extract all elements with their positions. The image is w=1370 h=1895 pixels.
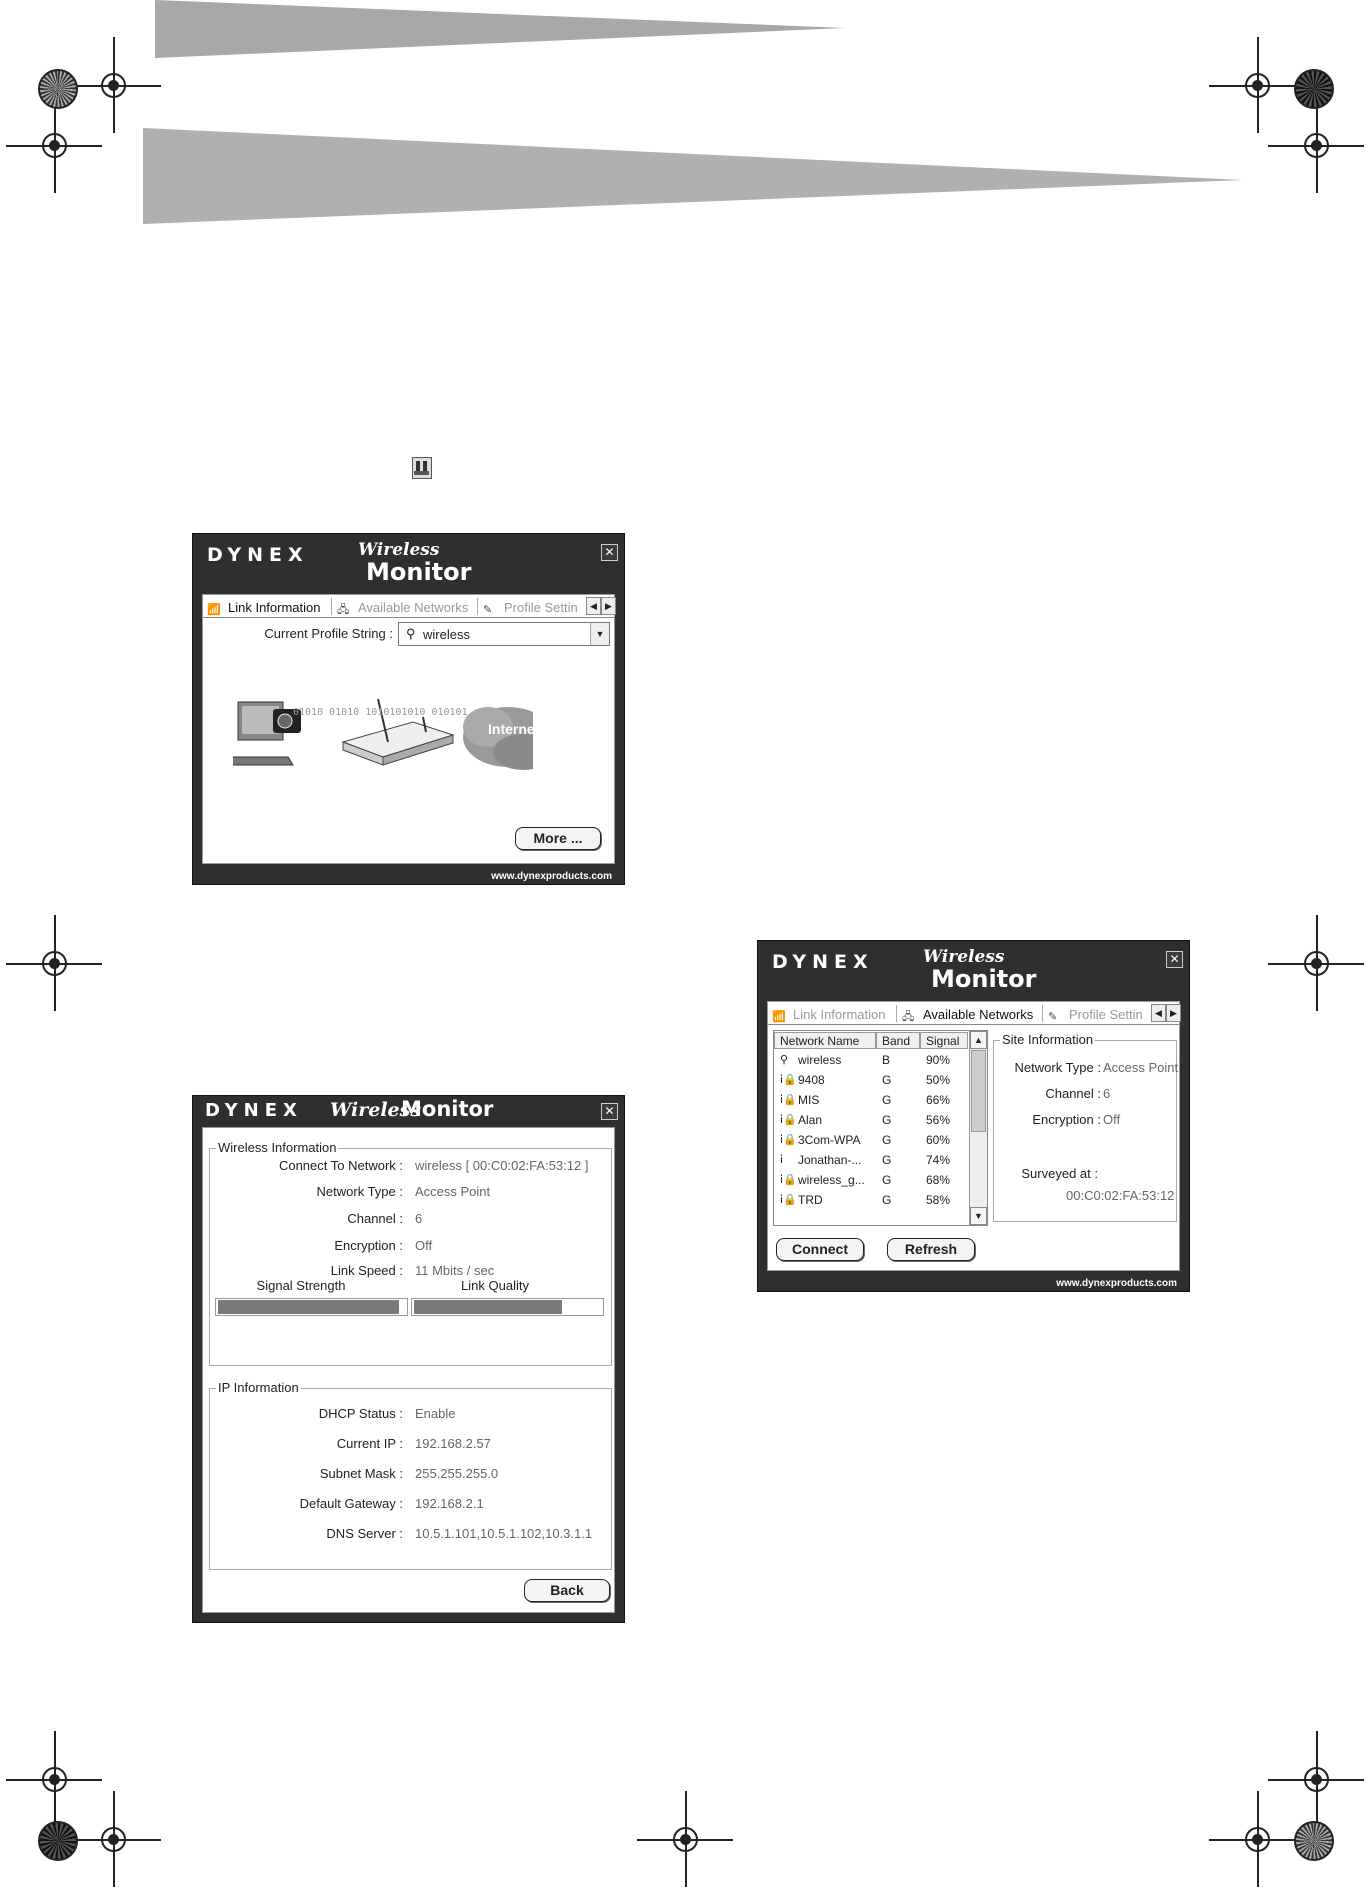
tab-label: Available Networks	[923, 1007, 1034, 1022]
signal-strength-fill	[218, 1300, 399, 1314]
profile-select[interactable]	[398, 622, 610, 646]
scroll-down-icon[interactable]: ▼	[970, 1207, 987, 1225]
network-signal: 60%	[926, 1133, 951, 1147]
dynex-logo: DYNEX	[205, 1100, 303, 1121]
network-name: TRD	[798, 1193, 823, 1207]
network-list[interactable]	[773, 1030, 988, 1226]
field-value: Enable	[415, 1406, 456, 1421]
link-quality-fill	[414, 1300, 562, 1314]
tab-link-information[interactable]	[207, 598, 321, 617]
network-name: MIS	[798, 1093, 820, 1107]
network-row[interactable]	[774, 1171, 969, 1190]
field-label: Network Type :	[316, 1184, 403, 1199]
title-monitor: Monitor	[931, 965, 1037, 993]
network-row[interactable]	[774, 1191, 969, 1210]
tab-label: Available Networks	[358, 600, 469, 615]
field-label: Subnet Mask :	[319, 1466, 403, 1481]
more-button[interactable]: More ...	[515, 827, 601, 850]
network-row[interactable]	[774, 1051, 969, 1070]
antenna-icon: 📶	[772, 1010, 786, 1023]
color-bar-mark	[38, 69, 78, 109]
field-label: Default Gateway :	[299, 1496, 403, 1511]
network-band: G	[882, 1133, 892, 1147]
wireless-monitor-window-details	[192, 1095, 625, 1623]
network-name: wireless	[798, 1053, 842, 1067]
tray-router-icon	[412, 457, 432, 479]
signal-strength-meter	[215, 1298, 408, 1316]
tab-scroll-right-icon[interactable]: ▶	[1166, 1004, 1181, 1022]
field-value: wireless [ 00:C0:02:FA:53:12 ]	[415, 1158, 589, 1173]
network-band: G	[882, 1093, 892, 1107]
network-signal: 50%	[926, 1073, 951, 1087]
close-icon[interactable]: ✕	[601, 544, 618, 561]
field-value: 10.5.1.101,10.5.1.102,10.3.1.1	[415, 1526, 593, 1541]
network-band: G	[882, 1073, 892, 1087]
network-name: wireless_g...	[798, 1173, 865, 1187]
network-signal: 68%	[926, 1173, 951, 1187]
link-info-panel	[202, 594, 615, 864]
tab-profile-settings[interactable]	[1048, 1005, 1143, 1024]
site-info-legend: Site Information	[1002, 1032, 1094, 1047]
color-bar-mark	[1294, 69, 1334, 109]
field-value: 192.168.2.1	[415, 1496, 484, 1511]
network-name: Jonathan-...	[798, 1153, 862, 1167]
ip-info-legend: IP Information	[218, 1380, 299, 1395]
network-band: G	[882, 1173, 892, 1187]
locked-network-icon: ⅰ🔒	[780, 1194, 797, 1206]
connection-illustration	[233, 687, 540, 797]
network-signal: 56%	[926, 1113, 951, 1127]
chevron-down-icon[interactable]: ▼	[590, 623, 609, 645]
tab-label: Link Information	[793, 1007, 886, 1022]
field-label: DHCP Status :	[318, 1406, 403, 1421]
network-band: G	[882, 1113, 892, 1127]
title-wireless: Wireless	[923, 947, 1005, 967]
locked-network-icon: ⅰ🔒	[780, 1134, 797, 1146]
link-quality-label: Link Quality	[461, 1278, 529, 1293]
tab-label: Profile Settin	[504, 600, 578, 615]
locked-network-icon: ⅰ🔒	[780, 1114, 797, 1126]
wireless-monitor-window-networks	[757, 940, 1190, 1292]
field-value: Access Point	[415, 1184, 491, 1199]
header-band-main	[143, 128, 1243, 226]
network-icon: 🖧	[902, 1010, 915, 1023]
tab-profile-settings[interactable]	[483, 598, 578, 617]
field-value: 6	[415, 1211, 423, 1226]
site-field-label: Network Type :	[1014, 1060, 1101, 1075]
profile-value: wireless	[423, 627, 470, 642]
tab-divider	[896, 1005, 897, 1022]
field-label: Encryption :	[334, 1238, 403, 1253]
color-bar-mark	[1294, 1821, 1334, 1861]
open-network-icon: ⅰ	[780, 1154, 784, 1166]
field-label: Connect To Network :	[278, 1158, 403, 1173]
site-field-label: Encryption :	[1032, 1112, 1101, 1127]
column-band[interactable]: Band	[876, 1032, 920, 1049]
network-band: G	[882, 1153, 892, 1167]
tab-scroll-left-icon[interactable]: ◀	[586, 597, 601, 615]
internet-label: Internet	[488, 721, 540, 737]
pencil-icon: ✎	[483, 603, 493, 616]
profile-icon: ⚲	[406, 626, 416, 641]
network-signal: 58%	[926, 1193, 951, 1207]
back-button[interactable]: Back	[524, 1579, 610, 1602]
profile-icon: ⚲	[780, 1054, 789, 1066]
field-label: DNS Server :	[326, 1526, 403, 1541]
network-name: Alan	[798, 1113, 823, 1127]
connect-button[interactable]: Connect	[776, 1238, 864, 1261]
network-signal: 74%	[926, 1153, 951, 1167]
pencil-icon: ✎	[1048, 1010, 1058, 1023]
refresh-button[interactable]: Refresh	[887, 1238, 975, 1261]
locked-network-icon: ⅰ🔒	[780, 1094, 797, 1106]
network-band: G	[882, 1193, 892, 1207]
field-value: Off	[415, 1238, 433, 1253]
dynex-logo: DYNEX	[772, 951, 874, 973]
tab-scroll-left-icon[interactable]: ◀	[1151, 1004, 1166, 1022]
illustration-graphic	[233, 687, 533, 797]
field-label: Channel :	[347, 1211, 403, 1226]
site-field-value: Access Point	[1103, 1060, 1179, 1075]
site-field-value: Off	[1103, 1112, 1121, 1127]
column-signal[interactable]: Signal	[920, 1032, 968, 1049]
scroll-up-icon[interactable]: ▲	[970, 1031, 987, 1049]
tab-divider	[1042, 1005, 1043, 1022]
network-row[interactable]	[774, 1071, 969, 1090]
title-monitor: Monitor	[401, 1097, 494, 1121]
wireless-info-legend: Wireless Information	[218, 1140, 337, 1155]
tab-scroll-right-icon[interactable]: ▶	[601, 597, 616, 615]
surveyed-label: Surveyed at :	[1021, 1166, 1098, 1181]
locked-network-icon: ⅰ🔒	[780, 1074, 797, 1086]
column-network-name[interactable]: Network Name	[774, 1032, 876, 1049]
tab-label: Profile Settin	[1069, 1007, 1143, 1022]
tab-strip	[768, 1002, 1179, 1025]
tab-available-networks[interactable]	[337, 598, 468, 617]
field-value: 192.168.2.57	[415, 1436, 491, 1451]
wireless-information-group	[209, 1140, 612, 1366]
binary-stream: 01010 01010 1010101010 010101	[293, 707, 468, 718]
details-panel	[202, 1127, 615, 1613]
site-field-label: Channel :	[1045, 1086, 1101, 1101]
tab-available-networks[interactable]	[902, 1005, 1033, 1024]
footer-url: www.dynexproducts.com	[491, 871, 612, 882]
title-wireless: Wireless	[330, 1099, 422, 1121]
tab-link-information[interactable]	[772, 1005, 886, 1024]
network-band: B	[882, 1053, 891, 1067]
field-value: 11 Mbits / sec	[415, 1263, 495, 1278]
network-icon: 🖧	[337, 603, 350, 616]
network-row[interactable]	[774, 1131, 969, 1150]
field-label: Link Speed :	[330, 1263, 403, 1278]
tab-label: Link Information	[228, 600, 321, 615]
close-icon[interactable]: ✕	[1166, 951, 1183, 968]
title-wireless: Wireless	[358, 540, 440, 560]
locked-network-icon: ⅰ🔒	[780, 1174, 797, 1186]
profile-label: Current Profile String :	[264, 626, 393, 641]
title-monitor: Monitor	[366, 558, 472, 586]
field-value: 255.255.255.0	[415, 1466, 499, 1481]
network-name: 3Com-WPA	[798, 1133, 861, 1147]
networks-panel	[767, 1001, 1180, 1271]
antenna-icon: 📶	[207, 603, 221, 616]
surveyed-value: 00:C0:02:FA:53:12	[1066, 1188, 1175, 1203]
list-scrollbar[interactable]	[969, 1031, 987, 1225]
header-band-top	[155, 0, 845, 60]
signal-strength-label: Signal Strength	[256, 1278, 346, 1293]
color-bar-mark	[38, 1821, 78, 1861]
network-signal: 90%	[926, 1053, 951, 1067]
network-name: 9408	[798, 1073, 825, 1087]
network-row[interactable]	[774, 1091, 969, 1110]
network-signal: 66%	[926, 1093, 951, 1107]
site-field-value: 6	[1103, 1086, 1111, 1101]
link-quality-meter	[411, 1298, 604, 1316]
scroll-thumb[interactable]	[971, 1050, 986, 1132]
footer-url: www.dynexproducts.com	[1056, 1278, 1177, 1289]
wireless-monitor-window-link	[192, 533, 625, 885]
tab-divider	[477, 598, 478, 615]
tab-strip	[203, 595, 614, 618]
dynex-logo: DYNEX	[207, 544, 309, 566]
close-icon[interactable]: ✕	[601, 1103, 618, 1120]
tab-divider	[331, 598, 332, 615]
field-label: Current IP :	[336, 1436, 403, 1451]
network-row[interactable]	[774, 1111, 969, 1130]
network-row[interactable]	[774, 1151, 969, 1170]
